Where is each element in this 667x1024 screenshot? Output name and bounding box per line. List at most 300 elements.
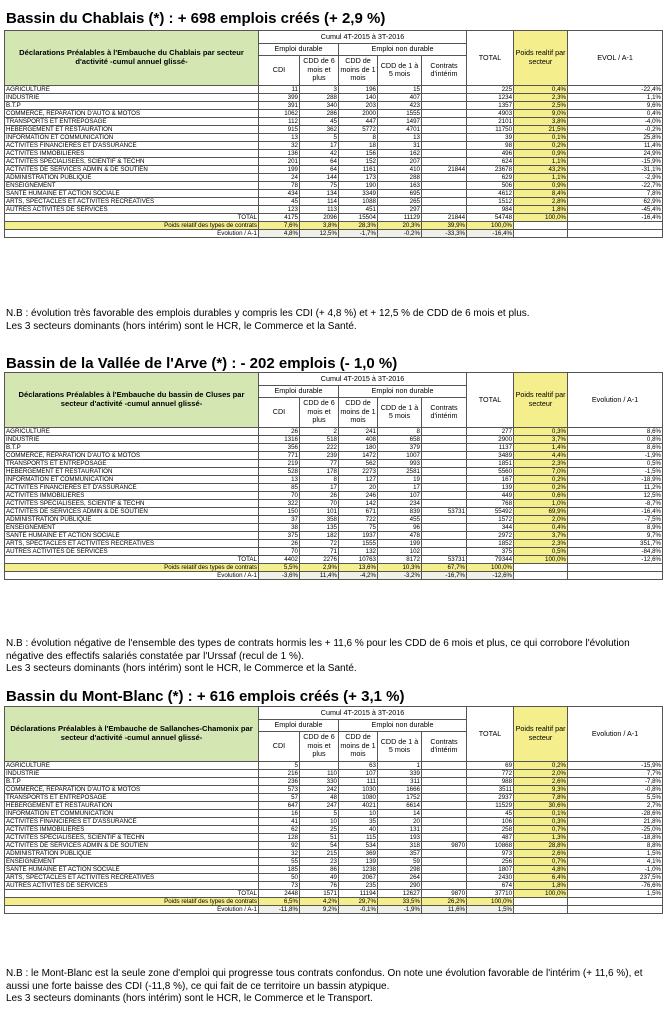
cell-value: 113: [300, 205, 339, 213]
table-row: [5, 841, 663, 849]
sector-label: ACTIVITES SPECIALISEES, SCIENTIF & TECHN: [5, 833, 259, 841]
cell-value: 487: [467, 833, 514, 841]
cell-value: 1,1%: [514, 173, 568, 181]
evolution-label: Evolution / A-1: [5, 571, 259, 579]
cell-value: 9870: [422, 841, 467, 849]
total-value: 8172: [378, 555, 422, 563]
cell-value: 478: [378, 531, 422, 539]
header-emploi-durable: Emploi durable: [259, 720, 339, 732]
cell-value: 5: [300, 809, 339, 817]
cell-value: 399: [259, 93, 300, 101]
cell-value: 562: [339, 459, 378, 467]
cell-value: 21,5%: [514, 125, 568, 133]
cell-value: 54: [300, 841, 339, 849]
table-row: [5, 141, 663, 149]
cell-value: 92: [259, 841, 300, 849]
cell-value: 14: [378, 809, 422, 817]
cell-value: [422, 491, 467, 499]
cell-value: 3511: [467, 785, 514, 793]
header-emploi-non-durable: Emploi non durable: [339, 386, 467, 398]
cell-value: 69: [467, 761, 514, 769]
cell-value: 11750: [467, 125, 514, 133]
cell-value: 518: [300, 435, 339, 443]
cell-value: 70: [300, 499, 339, 507]
cell-value: 1937: [339, 531, 378, 539]
total-value: 100,0%: [514, 889, 568, 897]
total-value: 53731: [422, 555, 467, 563]
total-value: 37710: [467, 889, 514, 897]
header-emploi-non-durable: Emploi non durable: [339, 720, 467, 732]
cell-value: 16: [259, 809, 300, 817]
cell-value: [422, 467, 467, 475]
header-poids: Poids realtif par secteur: [514, 31, 568, 86]
cell-value: [422, 181, 467, 189]
cell-value: 1,1%: [514, 157, 568, 165]
cell-value: 17: [300, 141, 339, 149]
poids-value: 5,5%: [259, 563, 300, 571]
cell-value: 21,8%: [568, 817, 663, 825]
cell-value: 407: [378, 93, 422, 101]
total-value: -16,4%: [568, 213, 663, 221]
cell-value: 24,9%: [568, 149, 663, 157]
cell-value: [422, 825, 467, 833]
cell-value: 277: [467, 427, 514, 435]
cell-value: 114: [300, 197, 339, 205]
cell-value: [422, 793, 467, 801]
cell-value: [422, 451, 467, 459]
poids-value: 10,3%: [378, 563, 422, 571]
cell-value: 1,0%: [514, 499, 568, 507]
total-value: 4175: [259, 213, 300, 221]
cell-value: [422, 769, 467, 777]
cell-value: [422, 475, 467, 483]
table-row: [5, 507, 663, 515]
cell-value: 10868: [467, 841, 514, 849]
cell-value: -84,8%: [568, 547, 663, 555]
cell-value: 216: [259, 769, 300, 777]
cell-value: 0,5%: [514, 547, 568, 555]
header-interim: Contrats d'intérim: [422, 731, 467, 761]
cell-value: 20: [339, 483, 378, 491]
cell-value: -4,0%: [568, 117, 663, 125]
cell-value: 26: [300, 491, 339, 499]
cell-value: 2000: [339, 109, 378, 117]
table-row: [5, 769, 663, 777]
cell-value: [422, 785, 467, 793]
section-title: Bassin du Mont-Blanc (*) : + 616 emplois créés (+ 3,1 %): [6, 688, 405, 705]
header-total: TOTAL: [467, 707, 514, 762]
cell-value: 71: [300, 547, 339, 555]
cell-value: 768: [467, 499, 514, 507]
table-row: [5, 459, 663, 467]
sector-label: HEBERGEMENT ET RESTAURATION: [5, 467, 259, 475]
empty-cell: [514, 221, 568, 229]
total-value: 15504: [339, 213, 378, 221]
sector-label: COMMERCE, REPARATION D'AUTO & MOTOS: [5, 785, 259, 793]
cell-value: [422, 539, 467, 547]
sector-label: ACTIVITES DE SERVICES ADMIN & DE SOUTIEN: [5, 507, 259, 515]
table-description: Déclarations Préalables à l'Embauche du bassin de Cluses par secteur d'activité -cumul annuel glissé-: [5, 373, 259, 428]
poids-row: [5, 221, 663, 229]
cell-value: 1,3%: [514, 833, 568, 841]
evolution-value: 4,8%: [259, 229, 300, 237]
poids-value: 6,5%: [259, 897, 300, 905]
poids-value: 26,2%: [422, 897, 467, 905]
cell-value: 23678: [467, 165, 514, 173]
cell-value: [422, 443, 467, 451]
poids-value: 3,8%: [300, 221, 339, 229]
cell-value: [422, 857, 467, 865]
header-interim: Contrats d'intérim: [422, 55, 467, 85]
dpae-table: [4, 30, 663, 238]
cell-value: 3,8%: [514, 117, 568, 125]
cell-value: 1080: [339, 793, 378, 801]
sector-label: ADMINISTRATION PUBLIQUE: [5, 173, 259, 181]
table-row: [5, 873, 663, 881]
table-row: [5, 173, 663, 181]
cell-value: 984: [467, 205, 514, 213]
cell-value: 9,3%: [514, 785, 568, 793]
cell-value: 993: [378, 459, 422, 467]
poids-label: Poids relatif des types de contrats: [5, 221, 259, 229]
poids-label: Poids relatif des types de contrats: [5, 563, 259, 571]
cell-value: -22,7%: [568, 181, 663, 189]
cell-value: 64: [300, 157, 339, 165]
cell-value: 8: [339, 133, 378, 141]
poids-value: 28,3%: [339, 221, 378, 229]
cell-value: -22,4%: [568, 85, 663, 93]
cell-value: -15,9%: [568, 761, 663, 769]
cell-value: 11,4%: [568, 141, 663, 149]
note-line-2: Les 3 secteurs dominants (hors intérim) sont le HCR, le Commerce et la Santé.: [6, 663, 357, 674]
cell-value: 225: [467, 85, 514, 93]
cell-value: [422, 833, 467, 841]
table-row: [5, 809, 663, 817]
sector-label: AUTRES ACTIVITES DE SERVICES: [5, 205, 259, 213]
total-value: 2276: [300, 555, 339, 563]
cell-value: 40: [339, 825, 378, 833]
cell-value: 5: [300, 133, 339, 141]
sector-label: ACTIVITES SPECIALISEES, SCIENTIF & TECHN: [5, 499, 259, 507]
cell-value: -0,8%: [568, 785, 663, 793]
header-cdi: CDI: [259, 397, 300, 427]
cell-value: 1030: [339, 785, 378, 793]
cell-value: 201: [259, 157, 300, 165]
cell-value: 86: [300, 865, 339, 873]
cell-value: 13: [259, 133, 300, 141]
total-value: 4402: [259, 555, 300, 563]
cell-value: 506: [467, 181, 514, 189]
cell-value: 11,2%: [568, 483, 663, 491]
cell-value: 75: [339, 523, 378, 531]
header-evolution: EVOL / A-1: [568, 31, 663, 86]
table-row: [5, 109, 663, 117]
total-value: 1571: [300, 889, 339, 897]
cell-value: 246: [339, 491, 378, 499]
cell-value: 0,9%: [514, 149, 568, 157]
sector-label: B.T.P: [5, 443, 259, 451]
table-row: [5, 475, 663, 483]
header-cdd-6-mois: CDD de 6 mois et plus: [300, 731, 339, 761]
cell-value: 1,1%: [568, 93, 663, 101]
cell-value: [422, 849, 467, 857]
cell-value: 142: [339, 499, 378, 507]
evolution-value: -16,4%: [467, 229, 514, 237]
cell-value: 339: [378, 769, 422, 777]
cell-value: 110: [300, 769, 339, 777]
cell-value: 2,5%: [514, 101, 568, 109]
cell-value: 9,6%: [568, 101, 663, 109]
poids-value: 4,2%: [300, 897, 339, 905]
header-cdd-moins-1-mois: CDD de moins de 1 mois: [339, 731, 378, 761]
section-note: [6, 968, 661, 1006]
cell-value: 152: [339, 157, 378, 165]
cell-value: 2,7%: [568, 801, 663, 809]
table-row: [5, 825, 663, 833]
cell-value: 17: [300, 483, 339, 491]
cell-value: 180: [339, 443, 378, 451]
cell-value: 199: [378, 539, 422, 547]
cell-value: [422, 125, 467, 133]
cell-value: -15,9%: [568, 157, 663, 165]
cell-value: 322: [259, 499, 300, 507]
cell-value: 7,0%: [514, 467, 568, 475]
table-row: [5, 165, 663, 173]
sector-label: AUTRES ACTIVITES DE SERVICES: [5, 881, 259, 889]
table-row: [5, 435, 663, 443]
evolution-label: Evolution / A-1: [5, 905, 259, 913]
cell-value: 69,9%: [514, 507, 568, 515]
table-row: [5, 817, 663, 825]
cell-value: 0,3%: [514, 427, 568, 435]
cell-value: 163: [378, 181, 422, 189]
cell-value: [300, 761, 339, 769]
cell-value: 139: [467, 483, 514, 491]
header-cdd-moins-1-mois: CDD de moins de 1 mois: [339, 55, 378, 85]
cell-value: 39: [467, 133, 514, 141]
evolution-value: 1,5%: [467, 905, 514, 913]
header-evolution: Evolution / A-1: [568, 707, 663, 762]
cell-value: 447: [339, 117, 378, 125]
poids-value: 13,6%: [339, 563, 378, 571]
cell-value: 8,6%: [568, 427, 663, 435]
table-row: [5, 857, 663, 865]
cell-value: [422, 197, 467, 205]
total-value: 100,0%: [514, 555, 568, 563]
cell-value: 534: [339, 841, 378, 849]
cell-value: 1752: [378, 793, 422, 801]
cell-value: 12,5%: [568, 491, 663, 499]
sector-label: ACTIVITES IMMOBILIERES: [5, 491, 259, 499]
total-value: 2096: [300, 213, 339, 221]
cell-value: -18,8%: [568, 833, 663, 841]
sector-label: AGRICULTURE: [5, 427, 259, 435]
cell-value: 2,6%: [514, 777, 568, 785]
cell-value: 1137: [467, 443, 514, 451]
cell-value: 288: [378, 173, 422, 181]
table-row: [5, 523, 663, 531]
evolution-value: 9,2%: [300, 905, 339, 913]
note-line-1: N.B : le Mont-Blanc est la seule zone d'emploi qui progresse tous contrats confondus. On note une évolution favorable de l'intérim (+ 11,6 %), et aussi une forte baisse des CDI (-11,8 %), ce qui fait de ce territoire un bassin atypique.: [6, 968, 643, 992]
cell-value: 4903: [467, 109, 514, 117]
sector-label: ACTIVITES FINANCIERES ET D'ASSURANCE: [5, 483, 259, 491]
poids-value: 29,7%: [339, 897, 378, 905]
evolution-value: -0,2%: [378, 229, 422, 237]
cell-value: 196: [339, 85, 378, 93]
cell-value: 297: [378, 205, 422, 213]
empty-cell: [514, 563, 568, 571]
table-row: [5, 189, 663, 197]
total-value: 9870: [422, 889, 467, 897]
table-row: [5, 443, 663, 451]
cell-value: [422, 801, 467, 809]
table-row: [5, 499, 663, 507]
empty-cell: [568, 905, 663, 913]
cell-value: 1851: [467, 459, 514, 467]
cell-value: 19: [378, 475, 422, 483]
cell-value: 24: [259, 173, 300, 181]
cell-value: 20: [378, 817, 422, 825]
cell-value: 4021: [339, 801, 378, 809]
cell-value: 132: [339, 547, 378, 555]
total-value: 1,5%: [568, 889, 663, 897]
cell-value: 351,7%: [568, 539, 663, 547]
header-cdd-moins-1-mois: CDD de moins de 1 mois: [339, 397, 378, 427]
cell-value: 423: [378, 101, 422, 109]
empty-cell: [568, 563, 663, 571]
cell-value: 1,4%: [514, 443, 568, 451]
cell-value: 190: [339, 181, 378, 189]
cell-value: 215: [300, 849, 339, 857]
cell-value: 1357: [467, 101, 514, 109]
cell-value: 290: [378, 881, 422, 889]
cell-value: 0,4%: [514, 523, 568, 531]
cell-value: 1512: [467, 197, 514, 205]
cell-value: 239: [300, 451, 339, 459]
cell-value: 2,6%: [514, 849, 568, 857]
cell-value: 2900: [467, 435, 514, 443]
cell-value: 340: [300, 101, 339, 109]
sector-label: COMMERCE, REPARATION D'AUTO & MOTOS: [5, 451, 259, 459]
cell-value: 64: [300, 165, 339, 173]
cell-value: 199: [259, 165, 300, 173]
table-row: [5, 865, 663, 873]
cell-value: 11: [259, 85, 300, 93]
cell-value: [422, 427, 467, 435]
evolution-value: 11,6%: [422, 905, 467, 913]
empty-cell: [514, 905, 568, 913]
cell-value: [422, 499, 467, 507]
header-emploi-non-durable: Emploi non durable: [339, 44, 467, 56]
table-row: [5, 149, 663, 157]
cell-value: 219: [259, 459, 300, 467]
cell-value: [422, 547, 467, 555]
evolution-value: 11,4%: [300, 571, 339, 579]
cell-value: 53731: [422, 507, 467, 515]
cell-value: [422, 157, 467, 165]
empty-cell: [568, 229, 663, 237]
cell-value: 358: [300, 515, 339, 523]
cell-value: 1,8%: [514, 205, 568, 213]
cell-value: 62,9%: [568, 197, 663, 205]
cell-value: [422, 817, 467, 825]
cell-value: 134: [300, 189, 339, 197]
total-value: 79344: [467, 555, 514, 563]
cell-value: 9,7%: [568, 531, 663, 539]
header-row: [5, 31, 663, 44]
cell-value: 4612: [467, 189, 514, 197]
sector-label: INFORMATION ET COMMUNICATION: [5, 809, 259, 817]
cell-value: 256: [467, 857, 514, 865]
cell-value: 48: [300, 793, 339, 801]
header-row: [5, 373, 663, 386]
total-row: [5, 213, 663, 221]
cell-value: 624: [467, 157, 514, 165]
cell-value: 0,3%: [514, 817, 568, 825]
cell-value: 973: [467, 849, 514, 857]
empty-cell: [568, 571, 663, 579]
cell-value: 434: [259, 189, 300, 197]
cell-value: 4701: [378, 125, 422, 133]
cell-value: 234: [378, 499, 422, 507]
cell-value: 167: [467, 475, 514, 483]
poids-value: 20,3%: [378, 221, 422, 229]
cell-value: 5772: [339, 125, 378, 133]
cell-value: 1234: [467, 93, 514, 101]
cell-value: 0,2%: [514, 761, 568, 769]
cell-value: 286: [300, 109, 339, 117]
header-poids: Poids realtif par secteur: [514, 373, 568, 428]
sector-label: ACTIVITES DE SERVICES ADMIN & DE SOUTIEN: [5, 165, 259, 173]
cell-value: [422, 109, 467, 117]
cell-value: 123: [259, 205, 300, 213]
cell-value: 7,7%: [568, 769, 663, 777]
sector-label: TRANSPORTS ET ENTREPOSAGE: [5, 459, 259, 467]
cell-value: 0,7%: [514, 825, 568, 833]
cell-value: 496: [467, 149, 514, 157]
cell-value: 96: [378, 523, 422, 531]
cell-value: 193: [378, 833, 422, 841]
cell-value: 26: [259, 427, 300, 435]
cell-value: 0,2%: [514, 483, 568, 491]
total-value: 100,0%: [514, 213, 568, 221]
cell-value: 988: [467, 777, 514, 785]
cell-value: 658: [378, 435, 422, 443]
cell-value: 1007: [378, 451, 422, 459]
cell-value: [422, 483, 467, 491]
cell-value: 410: [378, 165, 422, 173]
cell-value: -7,8%: [568, 777, 663, 785]
cell-value: 2581: [378, 467, 422, 475]
sector-label: ENSEIGNEMENT: [5, 523, 259, 531]
cell-value: 72: [300, 539, 339, 547]
total-value: 11129: [378, 213, 422, 221]
cell-value: 0,4%: [514, 85, 568, 93]
table-row: [5, 85, 663, 93]
cell-value: 265: [378, 197, 422, 205]
table-row: [5, 881, 663, 889]
evolution-value: -3,6%: [259, 571, 300, 579]
cell-value: 379: [378, 443, 422, 451]
cell-value: 30,6%: [514, 801, 568, 809]
cell-value: 2,3%: [514, 459, 568, 467]
table-row: [5, 491, 663, 499]
table-description: Déclarations Préalables à l'Embauche de Sallanches-Chamonix par secteur d'activité -cumul annuel glissé-: [5, 707, 259, 762]
cell-value: 369: [339, 849, 378, 857]
cell-value: 3349: [339, 189, 378, 197]
cell-value: 25: [300, 825, 339, 833]
cell-value: 1: [378, 761, 422, 769]
